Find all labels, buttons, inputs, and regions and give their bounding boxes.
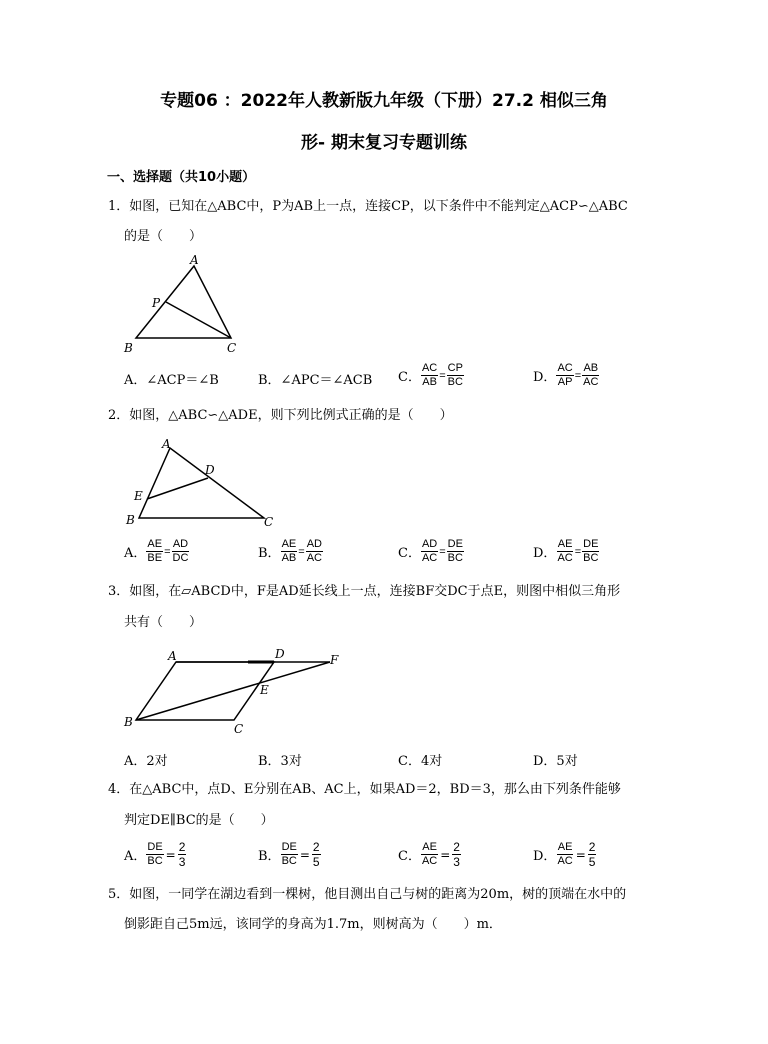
q1-label-b: B bbox=[124, 341, 133, 355]
q1-option-d[interactable]: D． $\frac{AC}{AP}$ = $\frac{AB}{AC}$ bbox=[533, 362, 599, 388]
q3-label-b: B bbox=[124, 715, 133, 729]
q1-stem-line1: 1．如图，已知在△ABC中，P为AB上一点，连接CP，以下条件中不能判定△ACP∽△ABC bbox=[108, 199, 628, 214]
q4-option-b[interactable]: B． $\frac{DE}{BC}$ = $\frac{2}{5}$ bbox=[258, 840, 320, 869]
q4-stem-line2: 判定DE∥BC的是（ ） bbox=[124, 813, 274, 828]
q2-option-a[interactable]: A． $\frac{AE}{BE}$ = $\frac{AD}{DC}$ bbox=[124, 538, 189, 564]
q1-label-c: C bbox=[227, 341, 237, 355]
q2-stem: 2．如图，△ABC∽△ADE，则下列比例式正确的是（ ） bbox=[108, 408, 453, 423]
q1-option-c[interactable]: C． $\frac{AC}{AB}$ = $\frac{CP}{BC}$ bbox=[398, 362, 463, 388]
q5-stem-line1: 5．如图，一同学在湖边看到一棵树，他目测出自己与树的距离为20m，树的顶端在水中的 bbox=[108, 887, 627, 902]
q3-option-c[interactable]: C．4对 bbox=[398, 754, 443, 769]
q2-option-b[interactable]: B． $\frac{AE}{AB}$ = $\frac{AD}{AC}$ bbox=[258, 538, 322, 564]
q2-triangle-figure bbox=[116, 432, 286, 532]
title-line-1: 专题06 ：2022年人教新版九年级（下册）27.2 相似三角 bbox=[160, 91, 608, 111]
q1-option-b[interactable]: B．∠APC＝∠ACB bbox=[258, 373, 373, 388]
q3-label-f: F bbox=[330, 653, 339, 667]
q5-stem-line2: 倒影距自己5m远，该同学的身高为1.7m，则树高为（ ）m． bbox=[124, 917, 502, 932]
q1-stem-line2: 的是（ ） bbox=[124, 229, 203, 244]
q3-label-a: A bbox=[168, 649, 177, 663]
q1-label-a: A bbox=[190, 253, 199, 267]
q4-option-d[interactable]: D． $\frac{AE}{AC}$ = $\frac{2}{5}$ bbox=[533, 840, 596, 869]
q3-option-b[interactable]: B．3对 bbox=[258, 754, 302, 769]
q3-label-c: C bbox=[234, 722, 244, 736]
q3-stem-line2: 共有（ ） bbox=[124, 615, 203, 630]
title-line-2: 形- 期末复习专题训练 bbox=[301, 133, 467, 153]
q2-label-a: A bbox=[162, 437, 171, 451]
q2-option-c[interactable]: C． $\frac{AD}{AC}$ = $\frac{DE}{BC}$ bbox=[398, 538, 463, 564]
q3-parallelogram-figure bbox=[116, 642, 356, 742]
q4-stem-line1: 4．在△ABC中，点D、E分别在AB、AC上，如果AD＝2，BD＝3，那么由下列条件能够 bbox=[108, 782, 621, 797]
q1-triangle-figure bbox=[116, 250, 256, 360]
q3-option-d[interactable]: D．5对 bbox=[533, 754, 578, 769]
q1-option-a[interactable]: A．∠ACP＝∠B bbox=[124, 373, 219, 388]
q3-option-a[interactable]: A．2对 bbox=[124, 754, 168, 769]
q3-label-e: E bbox=[260, 683, 269, 697]
q3-label-d: D bbox=[275, 647, 285, 661]
section-heading: 一、选择题（共10小题） bbox=[107, 170, 256, 185]
q2-label-b: B bbox=[126, 513, 135, 527]
q2-label-c: C bbox=[264, 515, 274, 529]
q3-stem-line1: 3．如图，在▱ABCD中，F是AD延长线上一点，连接BF交DC于点E，则图中相似三角形 bbox=[108, 584, 621, 599]
q2-label-d: D bbox=[205, 463, 215, 477]
q2-label-e: E bbox=[134, 489, 143, 503]
q2-option-d[interactable]: D． $\frac{AE}{AC}$ = $\frac{DE}{BC}$ bbox=[533, 538, 599, 564]
q4-option-c[interactable]: C． $\frac{AE}{AC}$ = $\frac{2}{3}$ bbox=[398, 840, 460, 869]
q4-option-a[interactable]: A． $\frac{DE}{BC}$ = $\frac{2}{3}$ bbox=[124, 840, 186, 869]
q1-label-p: P bbox=[152, 296, 161, 310]
